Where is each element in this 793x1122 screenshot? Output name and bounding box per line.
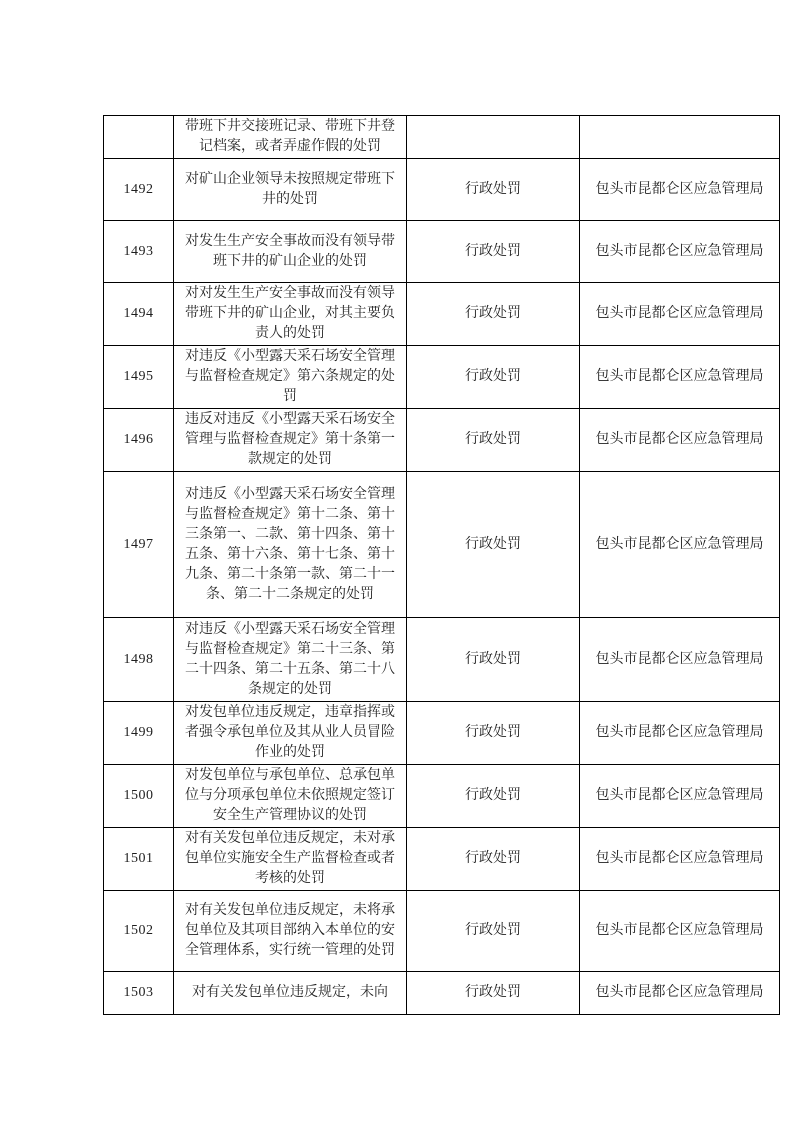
seq-cell: 1497: [104, 472, 174, 618]
seq-cell: 1496: [104, 409, 174, 472]
item-cell: 违反对违反《小型露天采石场安全管理与监督检查规定》第十条第一款规定的处罚: [174, 409, 407, 472]
penalty-type-cell: [407, 116, 580, 159]
penalty-type-cell: 行政处罚: [407, 221, 580, 283]
authority-cell: 包头市昆都仑区应急管理局: [580, 618, 780, 702]
penalty-type-cell: 行政处罚: [407, 472, 580, 618]
table-row: [104, 702, 780, 765]
table-row: [104, 409, 780, 472]
seq-cell: 1503: [104, 972, 174, 1015]
item-cell: 对发包单位与承包单位、总承包单位与分项承包单位未依照规定签订安全生产管理协议的处罚: [174, 765, 407, 828]
table-row: [104, 283, 780, 346]
seq-cell: 1502: [104, 891, 174, 972]
item-cell: 对发包单位违反规定，违章指挥或者强令承包单位及其从业人员冒险作业的处罚: [174, 702, 407, 765]
table-row: [104, 765, 780, 828]
item-cell: 对矿山企业领导未按照规定带班下井的处罚: [174, 159, 407, 221]
item-cell: 对违反《小型露天采石场安全管理与监督检查规定》第二十三条、第二十四条、第二十五条、第二十八条规定的处罚: [174, 618, 407, 702]
table-row: [104, 116, 780, 159]
authority-cell: 包头市昆都仑区应急管理局: [580, 765, 780, 828]
item-cell: 对发生生产安全事故而没有领导带班下井的矿山企业的处罚: [174, 221, 407, 283]
item-cell: 对有关发包单位违反规定，未对承包单位实施安全生产监督检查或者考核的处罚: [174, 828, 407, 891]
penalty-type-cell: 行政处罚: [407, 702, 580, 765]
authority-cell: 包头市昆都仑区应急管理局: [580, 409, 780, 472]
authority-cell: 包头市昆都仑区应急管理局: [580, 891, 780, 972]
seq-cell: 1492: [104, 159, 174, 221]
seq-cell: 1499: [104, 702, 174, 765]
table-row: [104, 972, 780, 1015]
table-row: [104, 828, 780, 891]
penalty-type-cell: 行政处罚: [407, 283, 580, 346]
penalty-type-cell: 行政处罚: [407, 972, 580, 1015]
authority-cell: 包头市昆都仑区应急管理局: [580, 221, 780, 283]
penalty-type-cell: 行政处罚: [407, 346, 580, 409]
table-row: [104, 891, 780, 972]
authority-cell: 包头市昆都仑区应急管理局: [580, 828, 780, 891]
table-row: [104, 159, 780, 221]
seq-cell: 1501: [104, 828, 174, 891]
penalty-table: [103, 115, 780, 1015]
seq-cell: 1500: [104, 765, 174, 828]
seq-cell: 1494: [104, 283, 174, 346]
authority-cell: 包头市昆都仑区应急管理局: [580, 283, 780, 346]
authority-cell: 包头市昆都仑区应急管理局: [580, 159, 780, 221]
item-cell: 对对发生生产安全事故而没有领导带班下井的矿山企业，对其主要负责人的处罚: [174, 283, 407, 346]
item-cell: 对违反《小型露天采石场安全管理与监督检查规定》第十二条、第十三条第一、二款、第十四条、第十五条、第十六条、第十七条、第十九条、第二十条第一款、第二十一条、第二十二条规定的处罚: [174, 472, 407, 618]
seq-cell: [104, 116, 174, 159]
penalty-type-cell: 行政处罚: [407, 159, 580, 221]
authority-cell: 包头市昆都仑区应急管理局: [580, 472, 780, 618]
authority-cell: 包头市昆都仑区应急管理局: [580, 972, 780, 1015]
authority-cell: [580, 116, 780, 159]
table-row: [104, 618, 780, 702]
penalty-type-cell: 行政处罚: [407, 828, 580, 891]
table-row: [104, 221, 780, 283]
item-cell: 对违反《小型露天采石场安全管理与监督检查规定》第六条规定的处罚: [174, 346, 407, 409]
seq-cell: 1498: [104, 618, 174, 702]
penalty-type-cell: 行政处罚: [407, 409, 580, 472]
seq-cell: 1493: [104, 221, 174, 283]
authority-cell: 包头市昆都仑区应急管理局: [580, 702, 780, 765]
authority-cell: 包头市昆都仑区应急管理局: [580, 346, 780, 409]
item-cell: 对有关发包单位违反规定，未将承包单位及其项目部纳入本单位的安全管理体系，实行统一管理的处罚: [174, 891, 407, 972]
item-cell: 对有关发包单位违反规定，未向: [174, 972, 407, 1015]
item-cell: 带班下井交接班记录、带班下井登记档案，或者弄虚作假的处罚: [174, 116, 407, 159]
penalty-type-cell: 行政处罚: [407, 891, 580, 972]
table-row: [104, 346, 780, 409]
penalty-type-cell: 行政处罚: [407, 765, 580, 828]
penalty-type-cell: 行政处罚: [407, 618, 580, 702]
seq-cell: 1495: [104, 346, 174, 409]
table-row: [104, 472, 780, 618]
